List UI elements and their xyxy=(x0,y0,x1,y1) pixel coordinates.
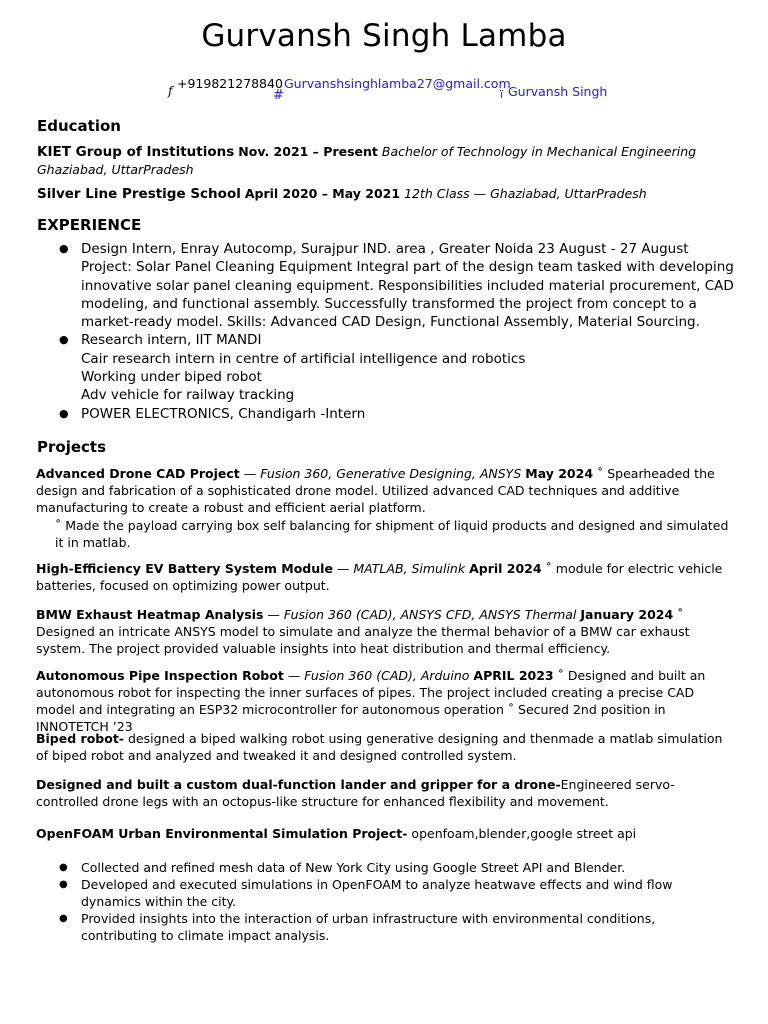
bullet-icon: ● xyxy=(59,406,69,420)
project-description: ˚ Designed and built an autonomous robot for inspecting the inner surfaces of pipes. The project included creating a precise CAD model and integrating an ESP32 microcontroller for autonomous operation ˚ Secured 2nd position in INNOTETCH ’23 xyxy=(36,668,706,734)
profile-link[interactable]: Gurvansh Singh xyxy=(508,84,608,99)
experience-line: Project: Solar Panel Cleaning Equipment Integral part of the design team tasked with developing innovative solar panel cleaning equipment. Responsibilities included material procurement, CAD modeling, and functional assembly. Successfully transformed the project from concept to a market-ready model. Skills: Advanced CAD Design, Functional Assembly, Material Sourcing. xyxy=(81,259,734,331)
project-description: ˚ Spearheaded the design and fabrication of a sophisticated drone model. Utilized advanced CAD techniques and additive manufacturing to create a robust and efficient aerial platform. xyxy=(36,466,715,515)
experience-line: Working under biped robot xyxy=(81,369,262,386)
openfoam-bullet-item xyxy=(0,910,733,944)
project-separator: — xyxy=(283,668,305,683)
education-detail: 12th Class — Ghaziabad, UttarPradesh xyxy=(404,186,647,201)
experience-line: Design Intern, Enray Autocomp, Surajpur IND. area , Greater Noida 23 August - 27 August xyxy=(81,241,689,257)
project-description: ˚ module for electric vehicle batteries, focused on optimizing power output. xyxy=(36,561,723,593)
email-link[interactable]: Gurvanshsinghlamba27@gmail.com xyxy=(284,76,511,91)
project-tools: Fusion 360 (CAD), ANSYS CFD, ANSYS Thermal xyxy=(283,607,577,622)
project-date: April 2024 xyxy=(469,561,542,576)
project-biped-robot xyxy=(36,730,736,764)
project-title: BMW Exhaust Heatmap Analysis xyxy=(36,607,264,622)
openfoam-bullet-text: Collected and refined mesh data of New York City using Google Street API and Blender. xyxy=(81,860,626,875)
project-openfoam xyxy=(36,825,736,842)
education-heading: Education xyxy=(37,117,121,135)
bullet-icon: ● xyxy=(59,862,68,873)
project-tools: MATLAB, Simulink xyxy=(353,561,466,576)
openfoam-bullet-text: Developed and executed simulations in OpenFOAM to analyze heatwave effects and wind flow dynamics within the city. xyxy=(81,877,673,909)
profile-icon: ï xyxy=(500,88,504,101)
experience-item xyxy=(0,331,741,404)
projects-heading: Projects xyxy=(37,438,107,456)
project-pipe-robot xyxy=(36,667,736,735)
project-description: openfoam,blender,google street api xyxy=(407,826,637,841)
project-title: Advanced Drone CAD Project xyxy=(36,466,240,481)
experience-line: Cair research intern in centre of artificial intelligence and robotics xyxy=(81,350,526,367)
phone-icon: f xyxy=(168,84,173,98)
education-entry-2 xyxy=(37,185,737,203)
project-separator: — xyxy=(332,561,354,576)
project-description: ˚ Designed an intricate ANSYS model to simulate and analyze the thermal behavior of a BMW car exhaust system. The project provided valuable insights into heat distribution and thermal efficiency. xyxy=(36,607,690,656)
education-entry-1 xyxy=(37,143,737,178)
education-dates: April 2020 – May 2021 xyxy=(244,186,401,201)
project-extra-note: ˚ Made the payload carrying box self balancing for shipment of liquid products and designed and simulated it in matlab. xyxy=(55,518,729,550)
education-dates: Nov. 2021 – Present xyxy=(238,144,378,159)
experience-line: POWER ELECTRONICS, Chandigarh -Intern xyxy=(81,405,366,422)
bullet-icon: ● xyxy=(59,913,68,924)
project-date: May 2024 xyxy=(525,466,594,481)
bullet-icon: ● xyxy=(59,879,68,890)
education-detail: Bachelor of Technology in Mechanical Engineering Ghaziabad, UttarPradesh xyxy=(37,144,697,177)
project-ev-battery xyxy=(36,560,736,594)
openfoam-bullet-list xyxy=(0,859,768,944)
openfoam-bullet-item xyxy=(0,859,733,876)
bullet-icon: ● xyxy=(59,242,69,255)
project-bmw-exhaust xyxy=(36,606,736,657)
project-title: Autonomous Pipe Inspection Robot xyxy=(36,668,284,683)
institution-name: Silver Line Prestige School xyxy=(37,186,241,202)
experience-item xyxy=(0,405,741,423)
openfoam-bullet-text: Provided insights into the interaction of urban infrastructure with environmental conditions, contributing to climate impact analysis. xyxy=(81,911,656,943)
institution-name: KIET Group of Institutions xyxy=(37,144,235,160)
project-separator: — xyxy=(239,466,261,481)
project-date: APRIL 2023 xyxy=(473,668,554,683)
contact-line xyxy=(0,74,768,104)
experience-heading: EXPERIENCE xyxy=(37,216,142,234)
project-description: designed a biped walking robot using generative designing and thenmade a matlab simulation of biped robot and analyzed and tweaked it and designed controlled system. xyxy=(36,731,723,763)
project-title: High-Efficiency EV Battery System Module xyxy=(36,561,333,576)
project-description: Engineered servo-controlled drone legs with an octopus-like structure for enhanced flexibility and movement. xyxy=(36,777,675,809)
experience-list xyxy=(0,240,768,423)
resume-name: Gurvansh Singh Lamba xyxy=(201,18,567,54)
project-separator: — xyxy=(263,607,284,622)
experience-item xyxy=(0,240,741,331)
project-title: OpenFOAM Urban Environmental Simulation Project- xyxy=(36,826,408,841)
project-tools: Fusion 360, Generative Designing, ANSYS xyxy=(260,466,522,481)
project-title: Designed and built a custom dual-function lander and gripper for a drone- xyxy=(36,777,561,792)
openfoam-bullet-item xyxy=(0,876,733,910)
bullet-icon: ● xyxy=(59,333,69,347)
email-icon: # xyxy=(273,88,284,103)
experience-line: Adv vehicle for railway tracking xyxy=(81,387,295,404)
phone-number: +919821278840 xyxy=(177,76,283,91)
experience-line: Research intern, IIT MANDI xyxy=(81,332,262,349)
project-drone-cad xyxy=(36,465,736,516)
project-title: Biped robot- xyxy=(36,731,124,746)
project-tools: Fusion 360 (CAD), Arduino xyxy=(304,668,470,683)
project-date: January 2024 xyxy=(580,607,674,622)
project-drone-lander xyxy=(36,776,736,810)
